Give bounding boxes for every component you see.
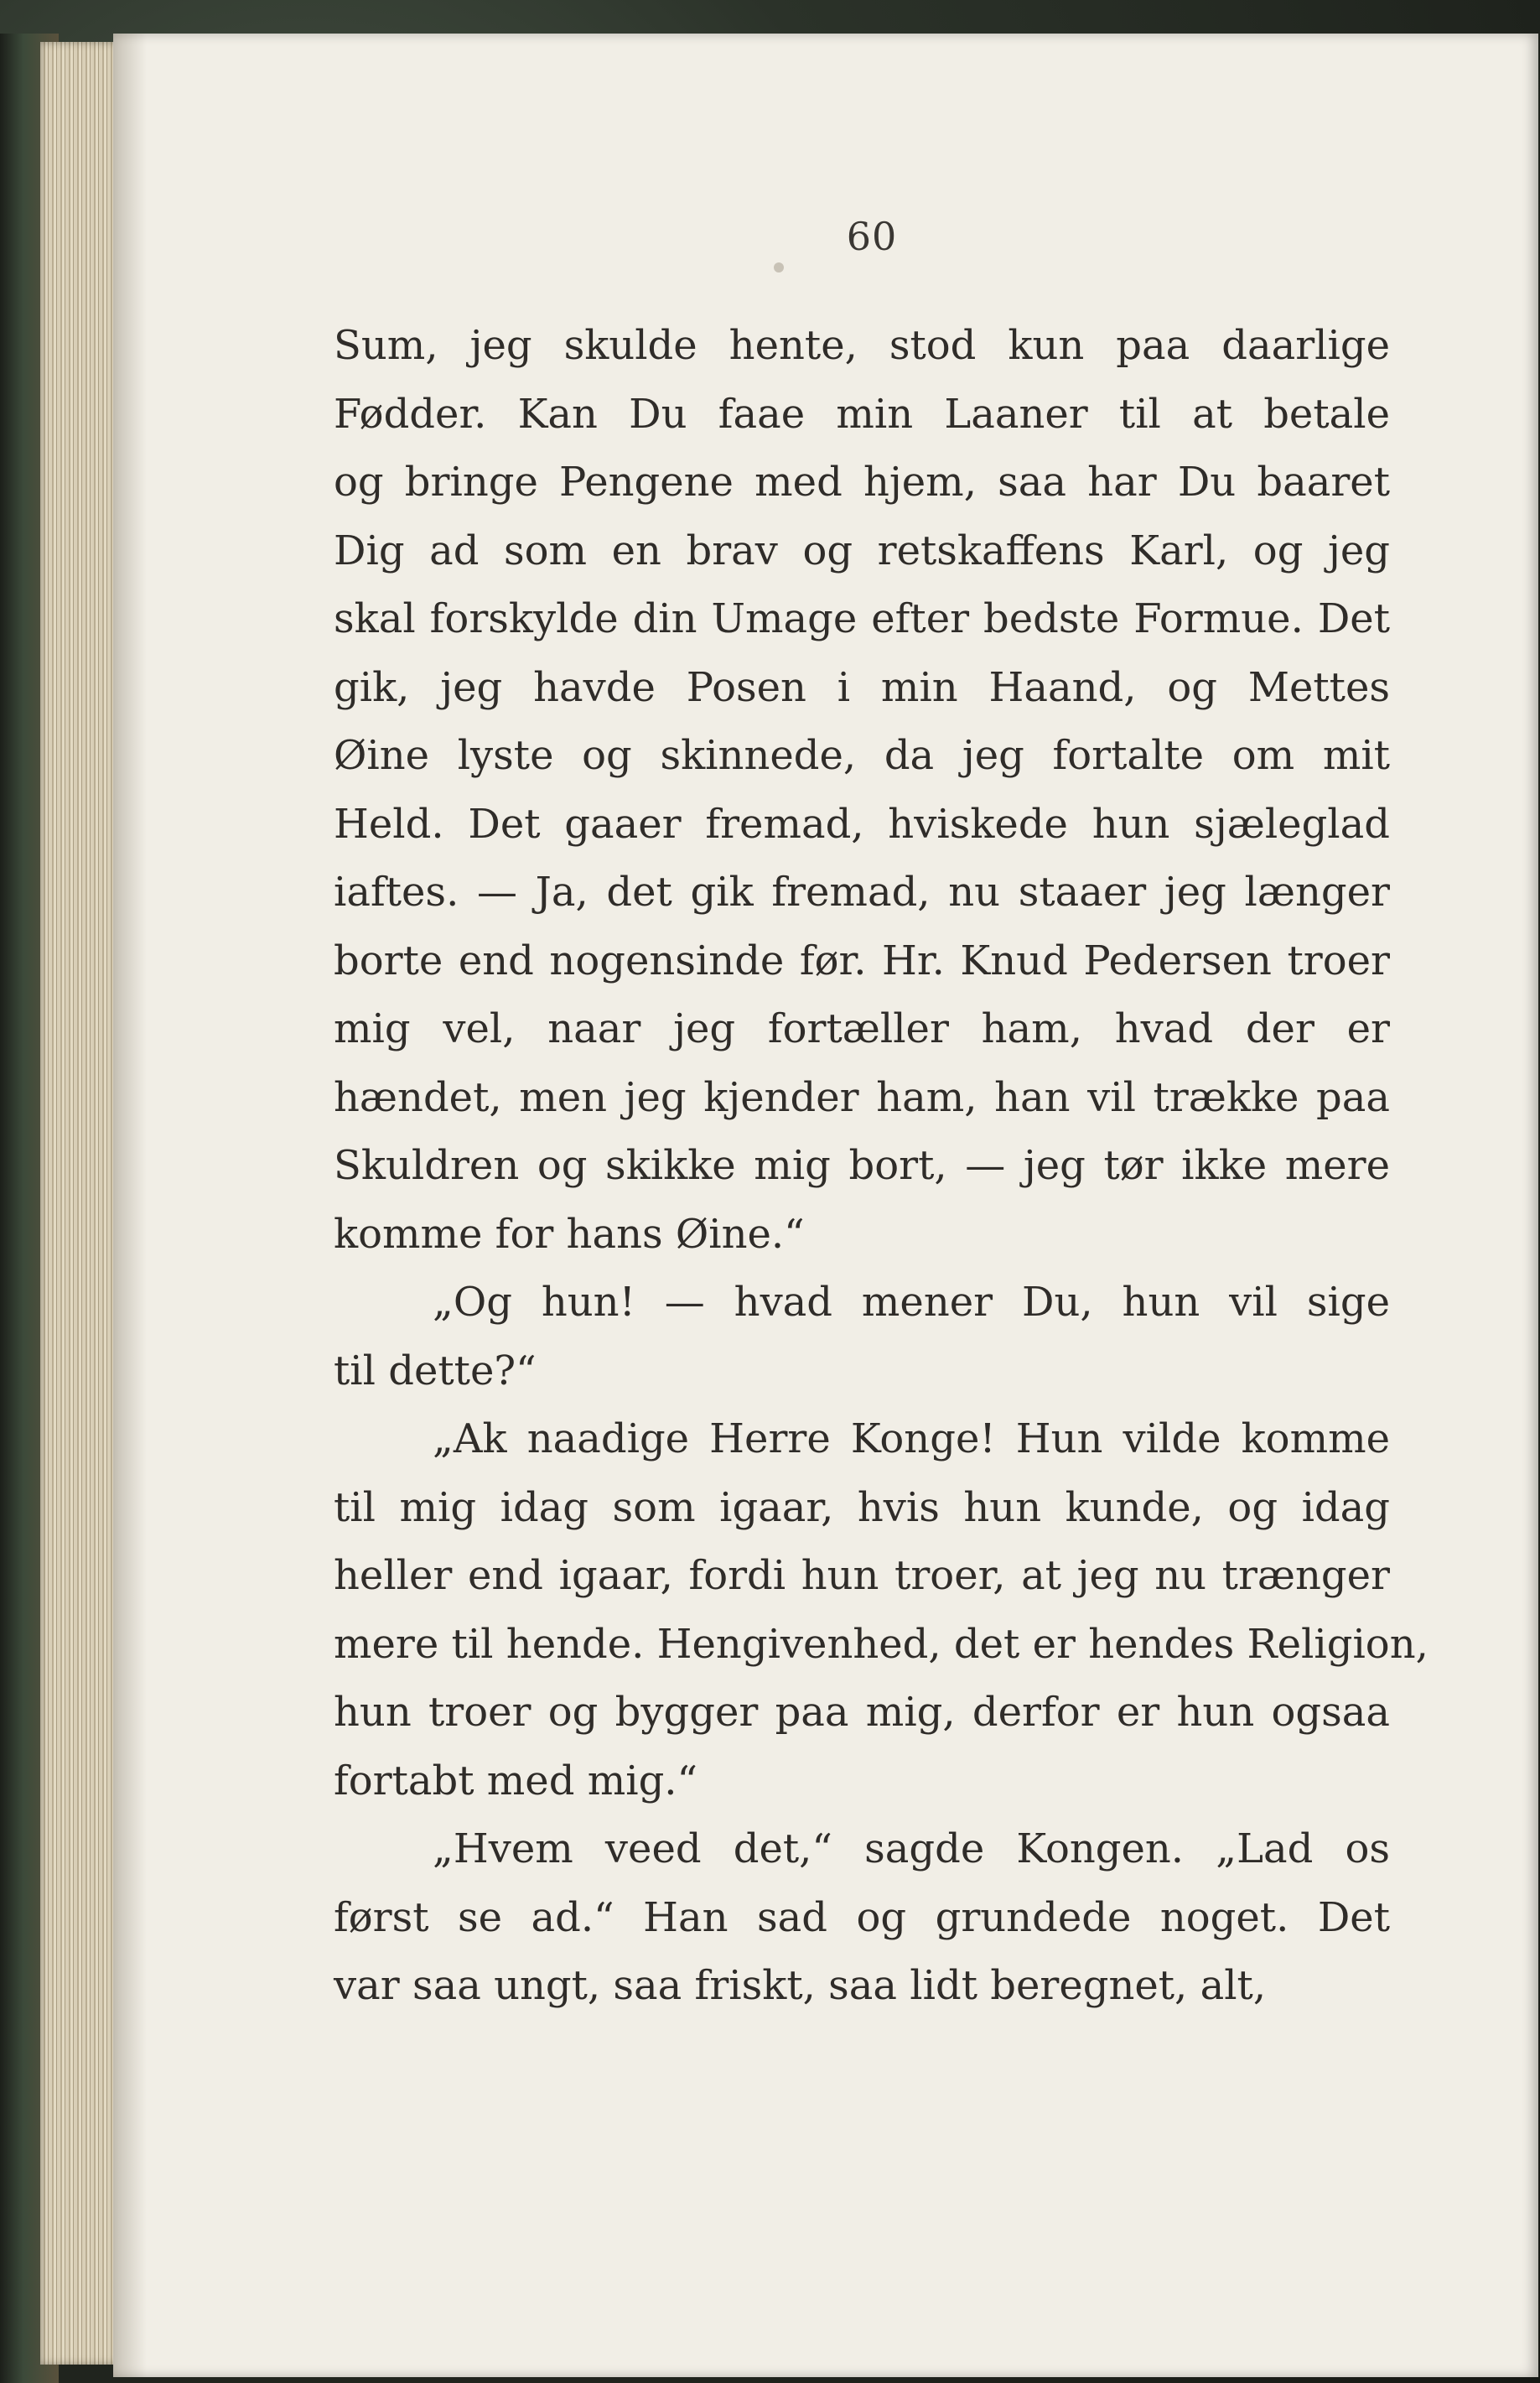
- text-line: fortabt med mig.“: [334, 1757, 698, 1804]
- text-line: Held. Det gaaer fremad, hviskede hun sjæleglad: [334, 800, 1390, 848]
- text-line: komme for hans Øine.“: [334, 1210, 805, 1258]
- text-line: hændet, men jeg kjender ham, han vil trække paa: [334, 1073, 1390, 1121]
- text-line: først se ad.“ Han sad og grundede noget. Det: [334, 1893, 1390, 1941]
- paragraph: [334, 312, 1390, 1269]
- page-number: 60: [846, 214, 898, 259]
- text-line: Øine lyste og skinnede, da jeg fortalte om mit: [334, 732, 1390, 779]
- text-line: Dig ad som en brav og retskaffens Karl, og jeg: [334, 527, 1390, 574]
- text-line: var saa ungt, saa friskt, saa lidt beregnet, alt,: [334, 1962, 1267, 2009]
- text-line: gik, jeg havde Posen i min Haand, og Mettes: [334, 663, 1390, 711]
- paragraph: [334, 1815, 1390, 2021]
- text-line: heller end igaar, fordi hun troer, at jeg nu trænger: [334, 1552, 1390, 1599]
- text-line: til dette?“: [334, 1347, 537, 1394]
- text-line: Skuldren og skikke mig bort, — jeg tør ikke mere: [334, 1142, 1390, 1189]
- page-edges: [40, 42, 120, 2365]
- text-line: til mig idag som igaar, hvis hun kunde, og idag: [334, 1483, 1390, 1531]
- ink-speck: [774, 262, 784, 273]
- text-line: borte end nogensinde før. Hr. Knud Pedersen troer: [334, 937, 1390, 984]
- text-line: „Hvem veed det,“ sagde Kongen. „Lad os: [433, 1825, 1390, 1872]
- text-line: Fødder. Kan Du faae min Laaner til at betale: [334, 390, 1390, 438]
- text-line: skal forskylde din Umage efter bedste Formue. Det: [334, 595, 1390, 642]
- text-line: „Ak naadige Herre Konge! Hun vilde komme: [433, 1415, 1390, 1462]
- text-line: mere til hende. Hengivenhed, det er hendes Religion,: [334, 1620, 1429, 1668]
- text-line: „Og hun! — hvad mener Du, hun vil sige: [433, 1279, 1390, 1326]
- text-line: mig vel, naar jeg fortæller ham, hvad der er: [334, 1005, 1390, 1052]
- page-body-text: [334, 312, 1429, 2021]
- text-line: Sum, jeg skulde hente, stod kun paa daarlige: [334, 322, 1390, 369]
- text-line: hun troer og bygger paa mig, derfor er hun ogsaa: [334, 1689, 1390, 1736]
- text-line: og bringe Pengene med hjem, saa har Du baaret: [334, 459, 1390, 506]
- paragraph: [334, 1405, 1429, 1815]
- text-line: iaftes. — Ja, det gik fremad, nu staaer jeg længer: [334, 869, 1390, 916]
- paragraph: [334, 1269, 1390, 1405]
